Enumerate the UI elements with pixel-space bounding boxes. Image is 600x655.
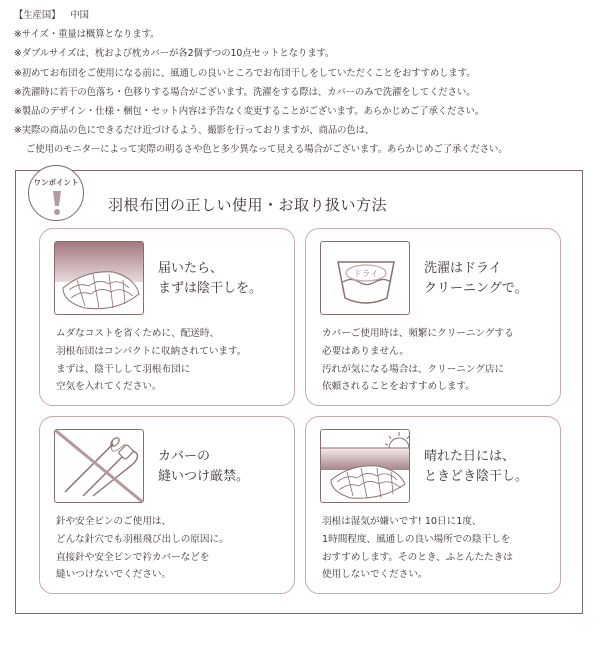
illustration-frame xyxy=(320,241,410,315)
heading-line: 洗濯はドライ xyxy=(424,261,502,276)
card-heading xyxy=(424,259,527,299)
body-line: 必要はありません。 xyxy=(322,345,409,357)
card-heading xyxy=(158,259,262,299)
body-line: 1時間程度、風通しの良い場所での陰干しを xyxy=(322,533,511,545)
note-line: ※洗濯時に若干の色落ち・色移りする場合がございます。洗濯をする際は、カバーのみで洗濯をしてください。 xyxy=(14,86,476,98)
futon-shade-icon xyxy=(55,242,144,315)
illustration-frame xyxy=(54,429,144,503)
card-body xyxy=(322,513,552,584)
heading-line: まずは陰干しを。 xyxy=(158,281,263,296)
note-line: ※初めてお布団をご使用になる前に、風通しの良いところでお布団干しをしていただくことをおすすめします。 xyxy=(14,67,476,79)
body-line: おすすめします。そのとき、ふとんたたきは xyxy=(322,551,513,563)
no-pin-icon xyxy=(55,430,144,503)
body-line: 羽根は湿気が嫌いです! 10日に1度、 xyxy=(322,516,482,527)
body-line: 羽根布団はコンパクトに収納されています。 xyxy=(56,345,247,357)
body-line: 空気を入れてください。 xyxy=(56,381,162,393)
note-line: ※ダブルサイズは、枕および枕カバーが各2個ずつの10点セットとなります。 xyxy=(14,48,335,60)
heading-line: 晴れた日には、 xyxy=(424,449,516,464)
note-line: ※製品のデザイン・仕様・梱包・セット内容は予告なく変更することがございます。あらかじめご了承ください。 xyxy=(14,106,485,118)
note-line: ※実際の商品の色にできるだけ近づけるよう、撮影を行っておりますが、商品の色は、 xyxy=(14,125,375,137)
exclamation-icon xyxy=(29,166,85,222)
note-line: ご使用のモニターによって実際の明るさや色と多少異なって見える場合がございます。あらかじめご了承ください。 xyxy=(26,144,508,156)
body-line: まずは、陰干しして羽根布団に xyxy=(56,363,191,375)
illustration-frame xyxy=(54,241,144,315)
body-line: 縫いつけないでください。 xyxy=(56,569,172,581)
care-card-sunny-day xyxy=(305,416,561,594)
card-heading xyxy=(158,447,249,487)
body-line: カバーご使用時は、頻繁にクリーニングする xyxy=(322,328,514,339)
care-card-no-sewing xyxy=(39,416,295,594)
card-body xyxy=(56,325,286,396)
guide-title: 羽根布団の正しい使用・お取り扱い方法 xyxy=(108,196,388,214)
product-notes xyxy=(14,6,594,160)
care-card-dry-cleaning xyxy=(305,228,561,406)
heading-line: カバーの xyxy=(158,449,211,464)
origin-line xyxy=(14,6,594,25)
illustration-frame xyxy=(320,429,410,503)
heading-line: ときどき陰干し。 xyxy=(424,469,529,484)
one-point-label: ワンポイント xyxy=(33,178,79,187)
origin-value: 中国 xyxy=(70,10,89,21)
card-body xyxy=(322,325,552,396)
body-line: 直接針や安全ピンで衿カバーなどを xyxy=(56,551,210,563)
dry-clean-icon xyxy=(321,242,410,315)
origin-label: 【生産国】 xyxy=(14,10,61,21)
dry-label: ドライ xyxy=(353,269,379,280)
heading-line: 届いたら、 xyxy=(158,261,224,276)
body-line: ムダなコストを省くために、配送時、 xyxy=(56,328,220,339)
body-line: 依頼されることをおすすめします。 xyxy=(322,381,475,393)
body-line: 汚れが気になる場合は、クリーニング店に xyxy=(322,363,505,375)
heading-line: クリーニングで。 xyxy=(424,281,528,296)
body-line: どんな針穴でも羽根飛び出しの原因に。 xyxy=(56,533,229,545)
heading-line: 縫いつけ厳禁。 xyxy=(158,469,250,484)
card-body xyxy=(56,513,286,584)
one-point-badge xyxy=(28,165,84,221)
sun-futon-icon xyxy=(321,430,410,503)
body-line: 使用しないでください。 xyxy=(322,569,428,581)
body-line: 針や安全ピンのご使用は、 xyxy=(56,516,172,527)
note-line: ※サイズ・重量は概算となります。 xyxy=(14,29,160,41)
card-heading xyxy=(424,447,528,487)
care-card-shade-dry-first xyxy=(39,228,295,406)
